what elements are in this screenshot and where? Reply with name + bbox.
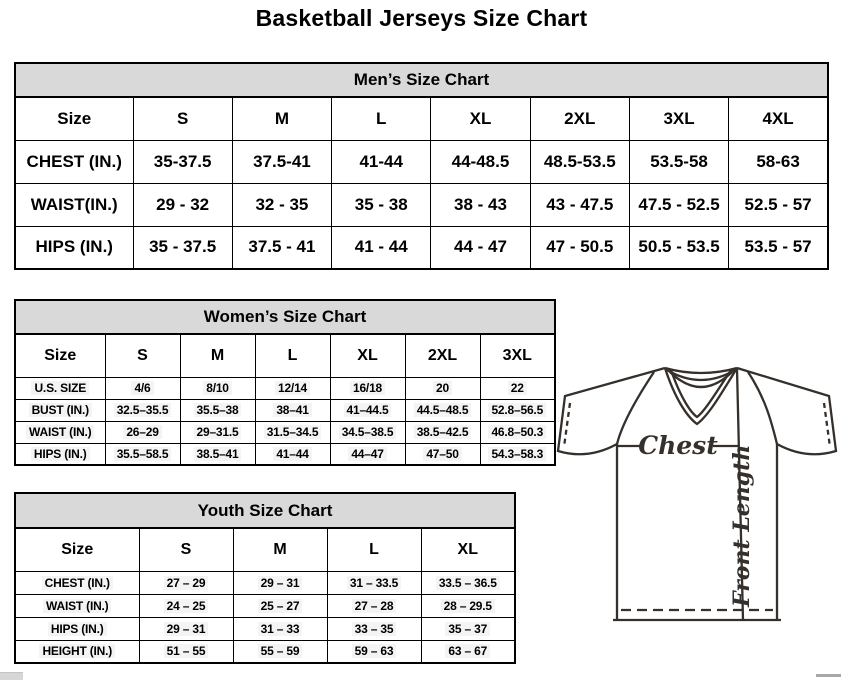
jersey-left-cuff-dashed-line [564, 403, 570, 447]
size-cell: 52.5 - 57 [729, 183, 828, 226]
size-cell: 34.5–38.5 [330, 421, 405, 443]
size-cell: 37.5 - 41 [232, 226, 331, 269]
table-title: Youth Size Chart [15, 493, 515, 528]
table-row [15, 443, 555, 465]
size-cell: 41–44.5 [330, 399, 405, 421]
table-row [15, 399, 555, 421]
jersey-collar-top [665, 368, 737, 373]
size-cell: 50.5 - 53.5 [629, 226, 728, 269]
size-cell: 44-48.5 [431, 140, 530, 183]
size-cell: 16/18 [330, 377, 405, 399]
row-label: CHEST (IN.) [15, 140, 133, 183]
size-cell: 47.5 - 52.5 [629, 183, 728, 226]
size-cell: 28 – 29.5 [421, 594, 515, 617]
size-cell: 43 - 47.5 [530, 183, 629, 226]
size-cell: 31 – 33 [233, 617, 327, 640]
size-cell: 26–29 [105, 421, 180, 443]
size-cell: 44 - 47 [431, 226, 530, 269]
youth-table [14, 492, 516, 664]
row-label: CHEST (IN.) [15, 571, 139, 594]
column-header: XL [421, 528, 515, 571]
column-header: L [332, 97, 431, 140]
size-cell: 38–41 [255, 399, 330, 421]
size-cell: 37.5-41 [232, 140, 331, 183]
table-row [15, 571, 515, 594]
size-cell: 44.5–48.5 [405, 399, 480, 421]
size-cell: 35 - 37.5 [133, 226, 232, 269]
size-cell: 53.5 - 57 [729, 226, 828, 269]
column-header: L [255, 334, 330, 377]
column-header: M [232, 97, 331, 140]
table-title: Women’s Size Chart [15, 300, 555, 334]
size-cell: 46.8–50.3 [480, 421, 555, 443]
size-cell: 35 – 37 [421, 617, 515, 640]
size-cell: 35.5–58.5 [105, 443, 180, 465]
size-cell: 33.5 – 36.5 [421, 571, 515, 594]
size-cell: 47 - 50.5 [530, 226, 629, 269]
column-header: S [105, 334, 180, 377]
jersey-right-cuff-dashed-line [824, 403, 830, 447]
size-cell: 24 – 25 [139, 594, 233, 617]
column-header: Size [15, 528, 139, 571]
column-header: Size [15, 334, 105, 377]
row-label: HIPS (IN.) [15, 443, 105, 465]
column-header: XL [431, 97, 530, 140]
table-row [15, 594, 515, 617]
column-header: Size [15, 97, 133, 140]
size-cell: 27 – 29 [139, 571, 233, 594]
column-header: XL [330, 334, 405, 377]
size-cell: 25 – 27 [233, 594, 327, 617]
size-cell: 41 - 44 [332, 226, 431, 269]
table-row [15, 617, 515, 640]
table-row [15, 183, 828, 226]
size-cell: 31.5–34.5 [255, 421, 330, 443]
size-cell: 35.5–38 [180, 399, 255, 421]
size-cell: 47–50 [405, 443, 480, 465]
size-cell: 58-63 [729, 140, 828, 183]
mens-table [14, 62, 829, 270]
size-cell: 32.5–35.5 [105, 399, 180, 421]
row-label: BUST (IN.) [15, 399, 105, 421]
row-label: HIPS (IN.) [15, 617, 139, 640]
jersey-right-armhole-seam [748, 372, 777, 444]
size-cell: 53.5-58 [629, 140, 728, 183]
size-cell: 51 – 55 [139, 640, 233, 663]
jersey-outline-icon [556, 354, 841, 666]
row-label: WAIST(IN.) [15, 183, 133, 226]
column-header: 3XL [629, 97, 728, 140]
youth-size-chart [14, 492, 516, 664]
table-title: Men’s Size Chart [15, 63, 828, 97]
column-header: 4XL [729, 97, 828, 140]
table-row [15, 140, 828, 183]
size-cell: 35 - 38 [332, 183, 431, 226]
row-label: U.S. SIZE [15, 377, 105, 399]
table-row [15, 226, 828, 269]
size-cell: 44–47 [330, 443, 405, 465]
size-cell: 59 – 63 [327, 640, 421, 663]
column-header: 2XL [405, 334, 480, 377]
front-length-label: Front Length [729, 444, 755, 607]
size-cell: 29 – 31 [233, 571, 327, 594]
column-header: S [139, 528, 233, 571]
column-header: L [327, 528, 421, 571]
size-cell: 29 – 31 [139, 617, 233, 640]
jersey-measurement-diagram [556, 354, 841, 666]
size-cell: 52.8–56.5 [480, 399, 555, 421]
row-label: WAIST (IN.) [15, 594, 139, 617]
womens-size-chart [14, 299, 556, 466]
size-cell: 31 – 33.5 [327, 571, 421, 594]
size-cell: 29 - 32 [133, 183, 232, 226]
table-row [15, 421, 555, 443]
size-cell: 63 – 67 [421, 640, 515, 663]
column-header: 2XL [530, 97, 629, 140]
size-cell: 38.5–41 [180, 443, 255, 465]
table-row [15, 640, 515, 663]
size-cell: 8/10 [180, 377, 255, 399]
column-header: M [180, 334, 255, 377]
womens-table [14, 299, 556, 466]
size-cell: 27 – 28 [327, 594, 421, 617]
size-cell: 4/6 [105, 377, 180, 399]
size-cell: 41-44 [332, 140, 431, 183]
column-header: S [133, 97, 232, 140]
size-cell: 38.5–42.5 [405, 421, 480, 443]
row-label: HIPS (IN.) [15, 226, 133, 269]
size-cell: 55 – 59 [233, 640, 327, 663]
column-header: 3XL [480, 334, 555, 377]
size-cell: 35-37.5 [133, 140, 232, 183]
size-cell: 32 - 35 [232, 183, 331, 226]
size-cell: 12/14 [255, 377, 330, 399]
table-row [15, 377, 555, 399]
size-cell: 41–44 [255, 443, 330, 465]
size-cell: 29–31.5 [180, 421, 255, 443]
page-title: Basketball Jerseys Size Chart [255, 5, 588, 31]
row-label: WAIST (IN.) [15, 421, 105, 443]
size-cell: 54.3–58.3 [480, 443, 555, 465]
column-header: M [233, 528, 327, 571]
horizontal-scrollbar-fragment-right[interactable] [816, 674, 841, 677]
size-cell: 48.5-53.5 [530, 140, 629, 183]
mens-size-chart [14, 62, 829, 270]
size-cell: 38 - 43 [431, 183, 530, 226]
row-label: HEIGHT (IN.) [15, 640, 139, 663]
size-cell: 33 – 35 [327, 617, 421, 640]
chest-label: Chest [638, 431, 718, 460]
size-cell: 22 [480, 377, 555, 399]
size-cell: 20 [405, 377, 480, 399]
jersey-left-side [558, 368, 665, 620]
